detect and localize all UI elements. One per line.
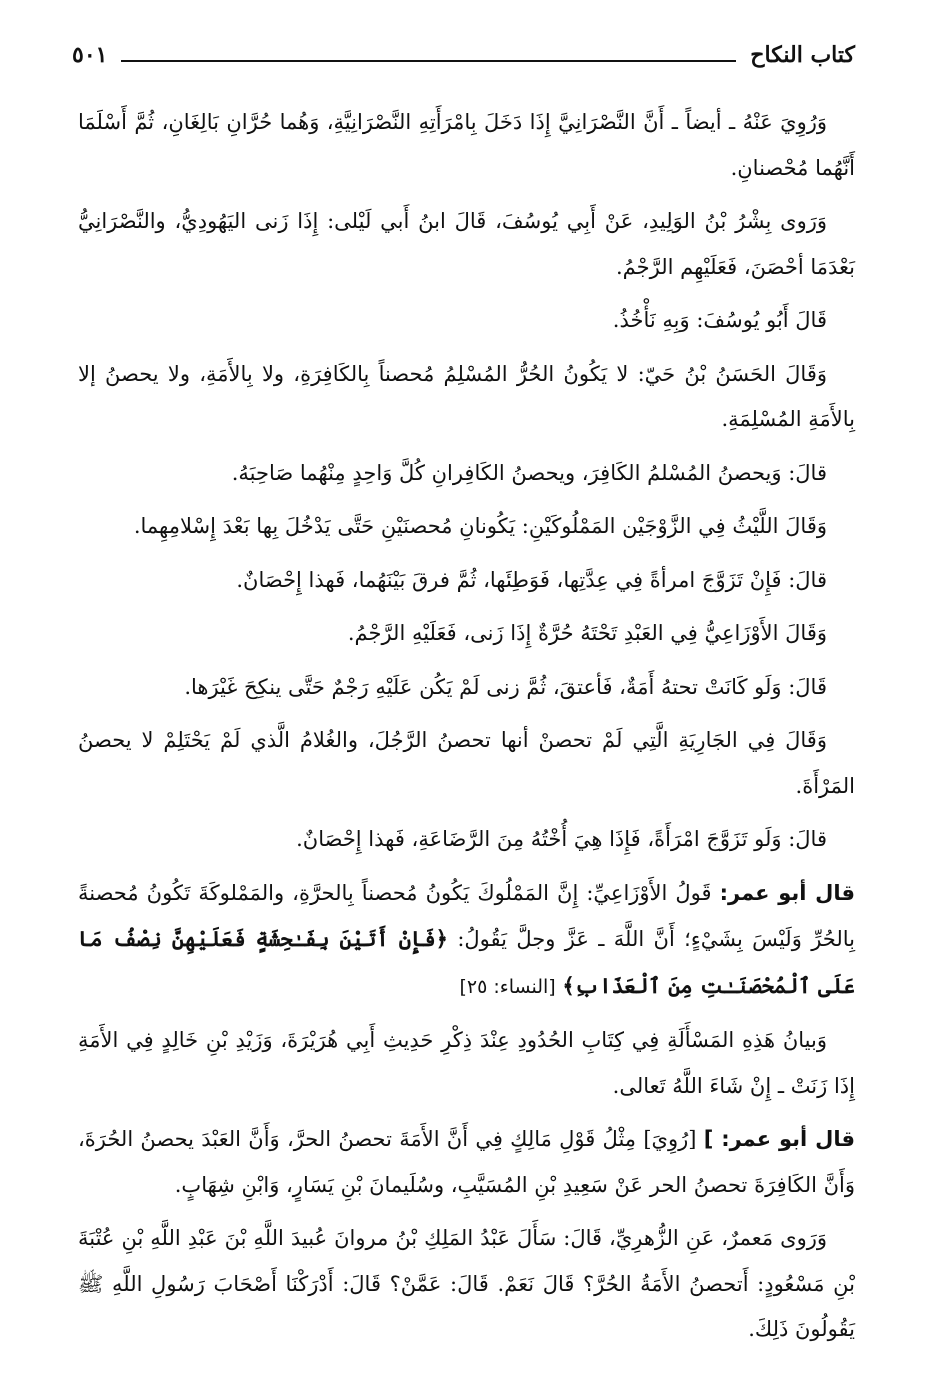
paragraph-text: قالَ: وَلَو تَزَوَّجَ امْرَأَةً، فَإِذَا هِيَ أُخْتُهُ مِنَ الرَّضَاعَةِ، فَهذا إِحْصَانٌ.: [296, 827, 827, 851]
paragraph: [78, 817, 855, 863]
paragraph-text: وَرَوى بِشْرُ بْنُ الوَلِيدِ، عَنْ أَبِي يُوسُفَ، قَالَ ابنُ أَبي لَيْلى: إِذَا زَنى اليَهُودِيُّ، والنَّصْرَانِيُّ بَعْدَمَا أحْصَنَ، فَعَلَيْهِم الرَّجْمُ.: [78, 209, 855, 279]
paragraph-text: وَرُوِيَ عَنْهُ ـ أيضاً ـ أَنَّ النَّصْرَانِيَّ إِذَا دَخَلَ بِامْرَأَتِهِ النَّصْرَانِيَّةِ، وَهُما حُرَّانِ بَالِغَانِ، ثُمَّ أَسْلَمَا أَنَّهُما مُحْصنانِ.: [78, 110, 855, 180]
paragraph-text: وَرَوى مَعمرٌ، عَنِ الزُّهرِيِّ، قَالَ: سَأَلَ عَبْدُ المَلِكِ بْنُ مروانَ عُبيدَ اللَّهِ بْنَ عَبْدِ اللَّهِ بْنِ عُتْبَةَ بْنِ مَسْعُودٍ: أَتحصنُ الأَمَةُ الحُرَّ؟ قَالَ نَعَمْ. قَالَ: عَمَّنْ؟ قَالَ: أَدْرَكْنَا أَصْحَابَ رَسُولِ اللَّهِ ﷺ يَقُولُونَ ذَلِكَ.: [78, 1226, 855, 1341]
book-title: كتاب النكاح: [750, 42, 855, 68]
page-number: ٥٠١: [72, 42, 108, 68]
paragraph: [78, 665, 855, 711]
paragraph: [78, 558, 855, 604]
paragraph-text: وَقَالَ الأَوْزَاعِيُّ فِي العَبْدِ تَحْتَهُ حُرَّةٌ إِذَا زَنى، فَعَلَيْهِ الرَّجْمُ.: [347, 621, 827, 645]
paragraph-text: وَقَالَ الحَسَنُ بْنُ حَيّ: لا يَكُونُ الحُرُّ المُسْلِمُ مُحصناً بِالكَافِرَةِ، ولا بِالأَمَةِ، ولا يحصنُ إلا بِالأَمَةِ المُسْلِمَةِ.: [78, 361, 855, 431]
paragraph-text: [رُوِيَ] مِثْلُ قَوْلِ مَالِكٍ فِي أَنَّ الأَمَةَ تحصنُ الحرَّ، وَأَنَّ العَبْدَ يحصنُ الحُرَةَ، وَأَنَّ الكَافِرَةَ تحصنُ الحر عَنْ سَعِيدِ بْنِ المُسَيَّبِ، وسُلَيمانَ بْنِ يَسَارٍ، وَابْنِ شِهَابٍ.: [78, 1127, 855, 1197]
paragraph: [78, 298, 855, 344]
body-text: [78, 100, 855, 1361]
paragraph: [78, 199, 855, 290]
paragraph-text: وَقَالَ اللَّيْثُ فِي الزَّوْجَيْن المَمْلُوكَيْنِ: يَكُونانِ مُحصنَيْنِ حَتَّى يَدْخُلَ بِها بَعْدَ إِسْلامِهِما.: [133, 514, 827, 538]
quran-verse: ﴿فَإِنْ أَتَيْنَ بِفَـٰحِشَةٍ فَعَلَيْهِنَّ نِصْفُ مَا عَلَى ٱلْمُحْصَنَـٰتِ مِنَ ٱلْعَذَابِ﴾: [78, 926, 855, 998]
paragraph: [78, 1117, 855, 1208]
paragraph: [78, 352, 855, 443]
paragraph: [78, 100, 855, 191]
paragraph: [78, 451, 855, 497]
paragraph-text: وَبيانُ هَذِهِ المَسْأَلَةِ فِي كِتَابِ الحُدُودِ عِنْدَ ذِكْرِ حَدِيثِ أَبِي هُرَيْرَةَ، وَزَيْدِ بْنِ خَالِدٍ فِي الأَمَةِ إِذَا زَنَتْ ـ إِنْ شَاءَ اللَّهُ تَعالى.: [78, 1028, 855, 1098]
speaker-label: قال أبو عمر: ]: [703, 1127, 855, 1151]
verse-reference: [النساء: ٢٥]: [459, 975, 556, 998]
paragraph: [78, 718, 855, 809]
header-rule: [121, 60, 736, 62]
paragraph-text: قالَ: وَيحصنُ المُسْلمُ الكَافِرَ، ويحصنُ الكَافِرانِ كُلَّ وَاحِدٍ مِنْهُما صَاحِبَهُ.: [231, 460, 827, 485]
paragraph-text: قَالَ أَبُو يُوسُفَ: وَبِهِ نَأْخُذُ.: [612, 308, 827, 332]
paragraph-text: قَولُ الأَوْزَاعِيِّ: إِنَّ المَمْلُوكَ يَكُونُ مُحصناً بِالحرَّةِ، والمَمْلوكَةَ تَكُونُ مُحصنةً بِالحُرِّ وَلَيْسَ بِشَيْءٍ؛ أَنَّ اللَّهَ ـ عَزَّ وجلَّ يَقُولُ:: [78, 880, 855, 951]
paragraph-text: وَقَالَ فِي الجَارِيَةِ الَّتِي لَمْ تحصنْ أنها تحصنُ الرَّجُلَ، والغُلامُ الَّذي لَمْ يَحْتَلِمْ لا يحصنُ المَرْأَةَ.: [78, 728, 855, 798]
paragraph-text: قالَ: فَإِنْ تَزَوَّجَ امرأةً فِي عِدَّتِها، فَوَطِئَها، ثُمَّ فرقَ بَيْنَهُما، فَهذا إِحْصَانٌ.: [236, 567, 827, 592]
paragraph: [78, 504, 855, 550]
paragraph: [78, 1018, 855, 1109]
page-header: [72, 28, 855, 72]
paragraph-text: قَالَ: وَلَو كَانَتْ تحتهُ أَمَةٌ، فَأعتقَ، ثُمَّ زنى لَمْ يَكُن عَلَيْهِ رَجْمٌ حَتَّى ينكِحَ غَيْرَها.: [184, 674, 827, 699]
paragraph: [78, 871, 855, 1011]
speaker-label: قال أبو عمر:: [719, 880, 856, 905]
paragraph: [78, 611, 855, 657]
paragraph: [78, 1216, 855, 1353]
